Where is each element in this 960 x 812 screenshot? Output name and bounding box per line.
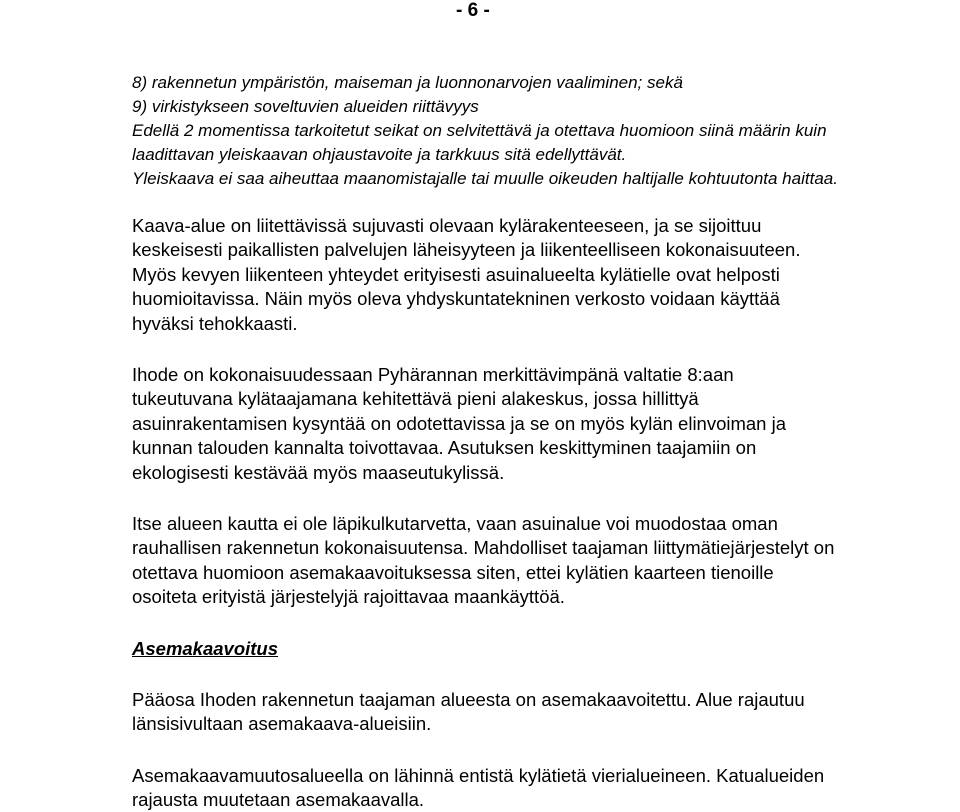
- law-line: Edellä 2 momentissa tarkoitetut seikat on selvitettävä ja otettava huomioon siinä määrin kuin: [132, 119, 932, 143]
- paragraph-line: otettava huomioon asemakaavoituksessa siten, ettei kylätien kaarteen tienoille: [132, 561, 932, 585]
- paragraph-line: osoiteta erityistä järjestelyjä rajoittavaa maankäyttöä.: [132, 585, 932, 609]
- document-body: [132, 71, 932, 812]
- paragraph-line: Asemakaavamuutosalueella on lähinnä entistä kylätietä vierialueineen. Katualueiden: [132, 764, 932, 788]
- paragraph-paaosa: [132, 688, 932, 737]
- law-line: 9) virkistykseen soveltuvien alueiden riittävyys: [132, 95, 932, 119]
- paragraph-line: asuinrakentamisen kysyntää on odotettavissa ja se on myös kylän elinvoiman ja: [132, 412, 932, 436]
- page-number: - 6 -: [456, 0, 490, 22]
- paragraph-line: Itse alueen kautta ei ole läpikulkutarvetta, vaan asuinalue voi muodostaa oman: [132, 512, 932, 536]
- paragraph-itse-alueen: [132, 512, 932, 610]
- paragraph-line: Ihode on kokonaisuudessaan Pyhärannan merkittävimpänä valtatie 8:aan: [132, 363, 932, 387]
- paragraph-line: hyväksi tehokkaasti.: [132, 312, 932, 336]
- paragraph-line: huomioitavissa. Näin myös oleva yhdyskuntatekninen verkosto voidaan käyttää: [132, 287, 932, 311]
- paragraph-line: rajausta muutetaan asemakaavalla.: [132, 788, 932, 812]
- section-heading: Asemakaavoitus: [132, 637, 932, 661]
- paragraph-line: Myös kevyen liikenteen yhteydet erityisesti asuinalueelta kylätielle ovat helposti: [132, 263, 932, 287]
- paragraph-line: tukeutuvana kylätaajamana kehitettävä pieni alakeskus, jossa hillittyä: [132, 387, 932, 411]
- law-line: 8) rakennetun ympäristön, maiseman ja luonnonarvojen vaaliminen; sekä: [132, 71, 932, 95]
- paragraph-ihode: [132, 363, 932, 485]
- paragraph-line: ekologisesti kestävää myös maaseutukylissä.: [132, 461, 932, 485]
- paragraph-kaava-alue: [132, 214, 932, 336]
- paragraph-asemakaavamuutos: [132, 764, 932, 812]
- paragraph-line: länsisivultaan asemakaava-alueisiin.: [132, 712, 932, 736]
- law-excerpt: [132, 71, 932, 191]
- paragraph-line: keskeisesti paikallisten palvelujen läheisyyteen ja liikenteelliseen kokonaisuuteen.: [132, 238, 932, 262]
- paragraph-line: rauhallisen rakennetun kokonaisuutensa. Mahdolliset taajaman liittymätiejärjestelyt on: [132, 536, 932, 560]
- law-line: laadittavan yleiskaavan ohjaustavoite ja tarkkuus sitä edellyttävät.: [132, 143, 932, 167]
- paragraph-line: kunnan talouden kannalta toivottavaa. Asutuksen keskittyminen taajamiin on: [132, 436, 932, 460]
- paragraph-line: Pääosa Ihoden rakennetun taajaman alueesta on asemakaavoitettu. Alue rajautuu: [132, 688, 932, 712]
- law-line: Yleiskaava ei saa aiheuttaa maanomistajalle tai muulle oikeuden haltijalle kohtuutonta haittaa.: [132, 167, 932, 191]
- paragraph-line: Kaava-alue on liitettävissä sujuvasti olevaan kylärakenteeseen, ja se sijoittuu: [132, 214, 932, 238]
